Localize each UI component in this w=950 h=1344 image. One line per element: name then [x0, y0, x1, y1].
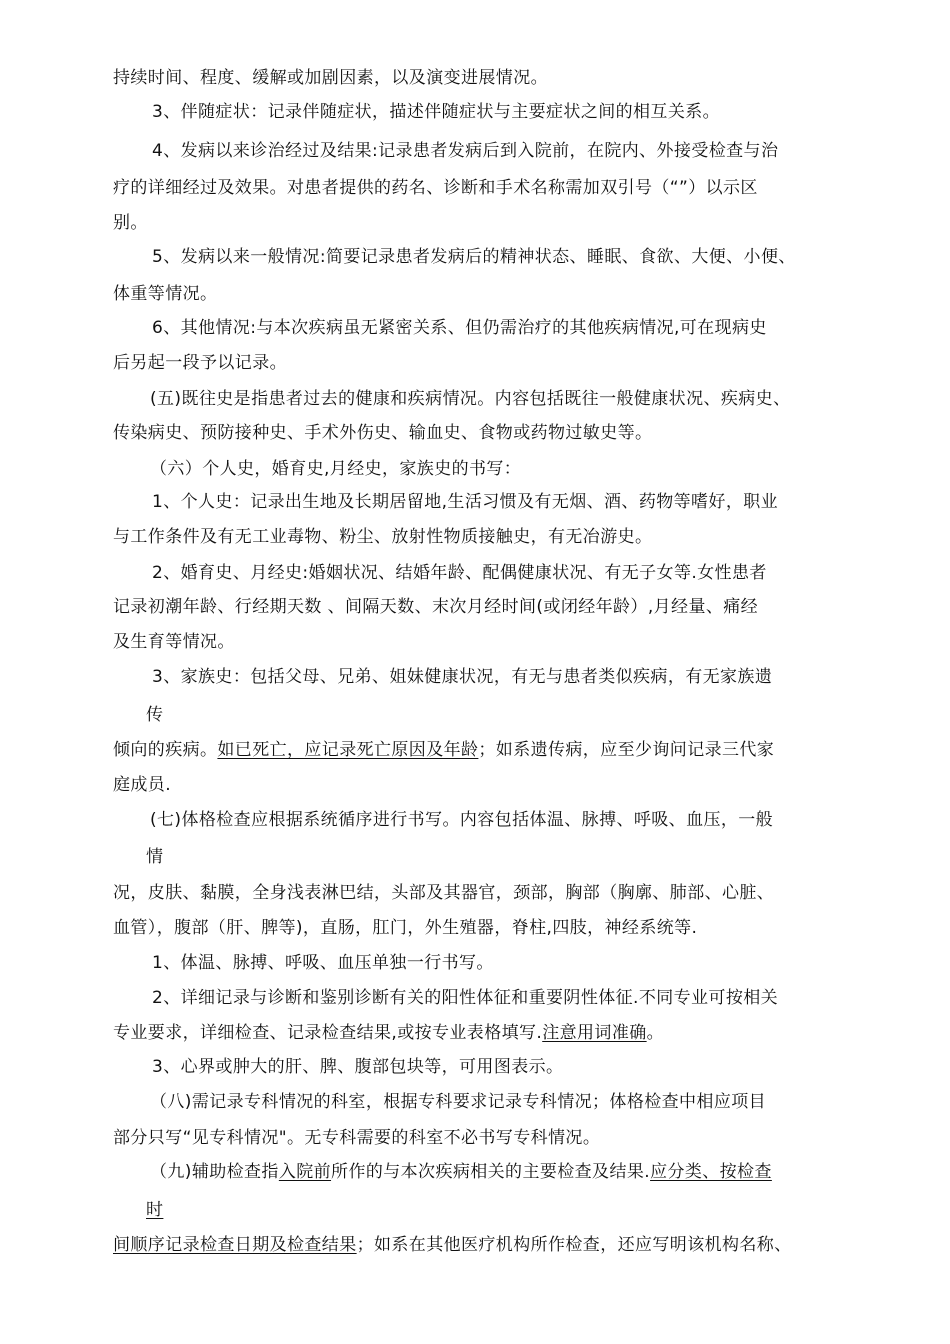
underlined-text: 应分类、按检查: [650, 1162, 772, 1182]
text-line: 6、其他情况:与本次疾病虽无紧密关系、但仍需治疗的其他疾病情况,可在现病史: [152, 318, 767, 338]
text-line: 持续时间、程度、缓解或加剧因素，以及演变进展情况。: [113, 68, 548, 88]
text-line: 血管），腹部（肝、脾等)，直肠，肛门，外生殖器，脊柱,四肢，神经系统等.: [113, 918, 698, 938]
text-line: （九)辅助检查指入院前所作的与本次疾病相关的主要检查及结果.应分类、按检查: [150, 1162, 772, 1182]
text-line: (七)体格检查应根据系统循序进行书写。内容包括体温、脉搏、呼吸、血压，一般: [150, 810, 774, 830]
text-line: 3、伴随症状：记录伴随症状，描述伴随症状与主要症状之间的相互关系。: [152, 102, 721, 122]
underlined-text: 注意用词准确: [542, 1023, 647, 1043]
text-line: 2、婚育史、月经史:婚姻状况、结婚年龄、配偶健康状况、有无子女等.女性患者: [152, 563, 767, 583]
text-line: 传染病史、预防接种史、手术外伤史、输血史、食物或药物过敏史等。: [113, 423, 653, 443]
text-line: 5、发病以来一般情况:简要记录患者发病后的精神状态、睡眠、食欲、大便、小便、: [152, 247, 796, 267]
text-line: 体重等情况。: [113, 284, 218, 304]
text-line: 情: [146, 847, 164, 867]
text-line: (五)既往史是指患者过去的健康和疾病情况。内容包括既往一般健康状况、疾病史、: [150, 389, 791, 409]
underlined-text: 间顺序记录检查日期及检查结果: [113, 1235, 357, 1255]
text-line: 1、体温、脉搏、呼吸、血压单独一行书写。: [152, 953, 494, 973]
text-line: 3、家族史：包括父母、兄弟、姐妹健康状况，有无与患者类似疾病，有无家族遗: [152, 667, 773, 687]
section-heading: （六）个人史，婚育史,月经史，家族史的书写：: [150, 459, 522, 479]
text-line: （八)需记录专科情况的科室，根据专科要求记录专科情况；体格检查中相应项目: [150, 1092, 767, 1112]
text-line: 2、详细记录与诊断和鉴别诊断有关的阳性体征和重要阴性体征.不同专业可按相关: [152, 988, 779, 1008]
text-line: 与工作条件及有无工业毒物、粉尘、放射性物质接触史，有无冶游史。: [113, 527, 653, 547]
text-line: 倾向的疾病。如已死亡，应记录死亡原因及年龄；如系遗传病，应至少询问记录三代家: [113, 740, 775, 760]
text-line: 部分只写“见专科情况"。无专科需要的科室不必书写专科情况。: [113, 1128, 601, 1148]
text-line: 后另起一段予以记录。: [113, 353, 287, 373]
text-line: 记录初潮年龄、行经期天数 、间隔天数、末次月经时间(或闭经年龄）,月经量、痛经: [113, 597, 759, 617]
text-line: 4、发病以来诊治经过及结果:记录患者发病后到入院前，在院内、外接受检查与治: [152, 141, 779, 161]
text-line: 间顺序记录检查日期及检查结果；如系在其他医疗机构所作检查，还应写明该机构名称、: [113, 1235, 792, 1255]
underlined-text: 入院前: [278, 1162, 332, 1182]
text-line: 况，皮肤、黏膜，全身浅表淋巴结，头部及其器官，颈部，胸部（胸廓、肺部、心脏、: [113, 883, 775, 903]
underlined-text: 如已死亡，应记录死亡原因及年龄: [217, 740, 479, 760]
text-line: 1、个人史：记录出生地及长期居留地,生活习惯及有无烟、酒、药物等嗜好，职业: [152, 492, 779, 512]
text-line: 3、心界或肿大的肝、脾、腹部包块等，可用图表示。: [152, 1057, 564, 1077]
text-line: 专业要求，详细检查、记录检查结果,或按专业表格填写.注意用词准确。: [113, 1023, 665, 1043]
text-line: [146, 1198, 163, 1222]
text-line: 庭成员.: [113, 775, 172, 795]
text-line: 别。: [113, 213, 148, 233]
text-line: 及生育等情况。: [113, 632, 235, 652]
text-line: 传: [146, 705, 164, 725]
underlined-text: 时: [146, 1200, 164, 1220]
text-line: 疗的详细经过及效果。对患者提供的药名、诊断和手术名称需加双引号（“”）以示区: [113, 178, 758, 198]
